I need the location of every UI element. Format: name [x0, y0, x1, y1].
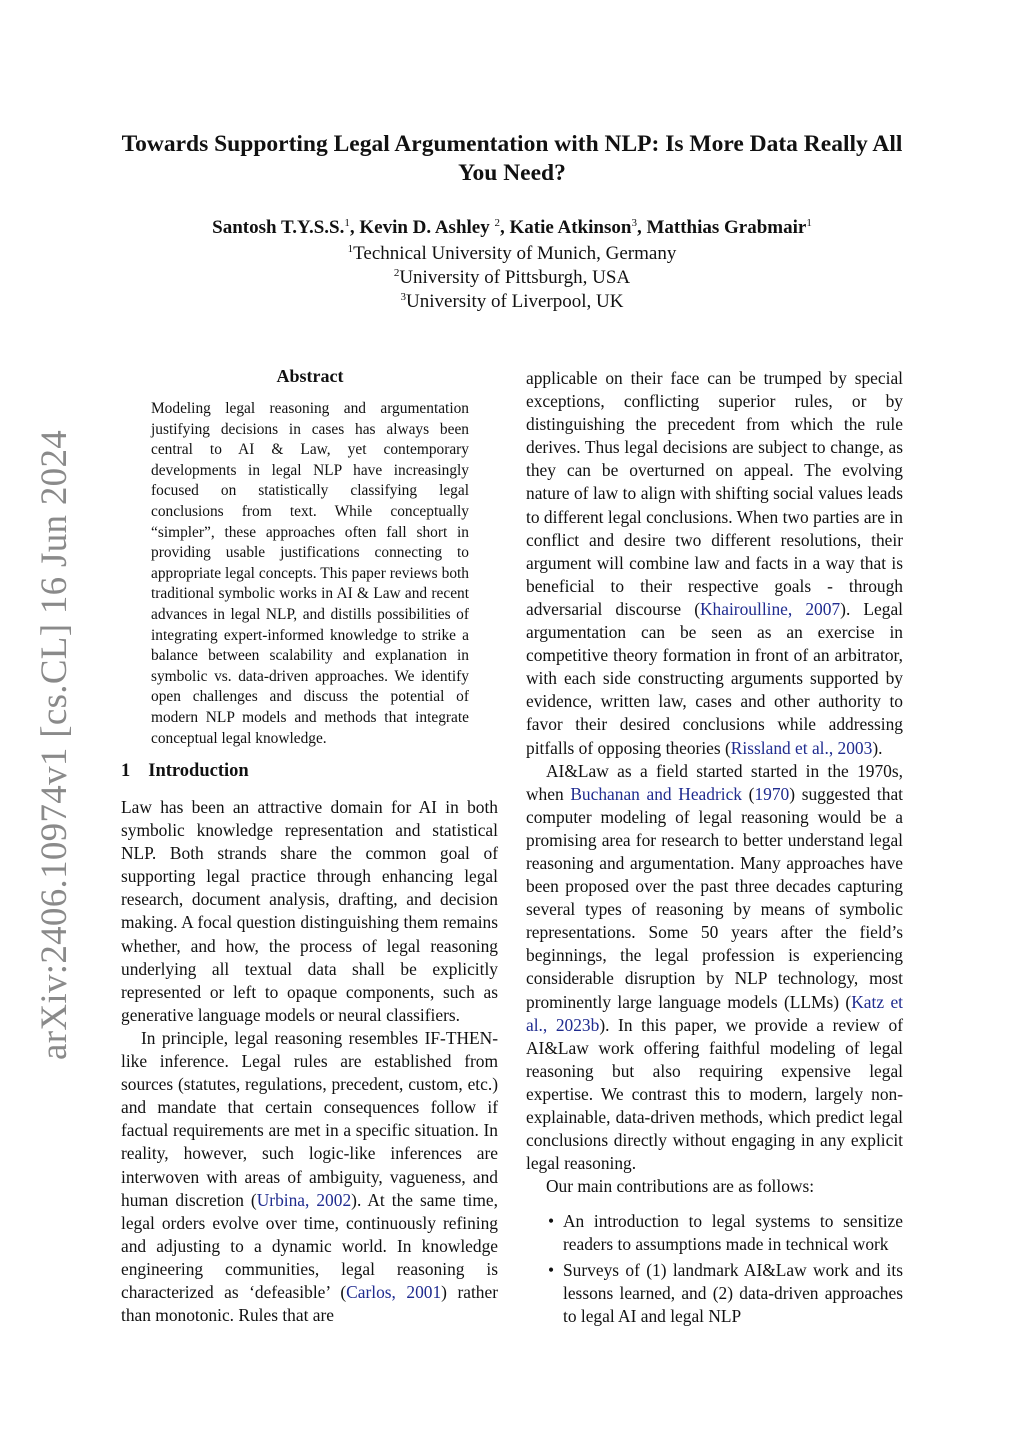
author-affiliation-mark: 1: [344, 217, 350, 229]
intro-paragraph: Our main contributions are as follows:: [546, 1176, 815, 1197]
author-name: Kevin D. Ashley: [359, 217, 495, 238]
citation-link[interactable]: Buchanan and Headrick: [570, 783, 743, 804]
author-name: Katie Atkinson: [509, 217, 632, 238]
author-affiliation-mark: 2: [494, 217, 500, 229]
author-name: Santosh T.Y.S.S.: [212, 217, 345, 238]
paragraph-text: applicable on their face can be trumped by special exceptions, conflicting superior rules, or by distinguishing the precedent from which the rule derives. Thus legal decisions are subject to change, as they can be overturned on appeal. The evolving nature of law to align with shifting social values leads to different legal conclusions. When two parties are in conflict and desire two different resolutions, their argument will combine law and facts in a way that is beneficial to their respective goals - through adversarial discourse (: [526, 368, 903, 619]
paper-title: Towards Supporting Legal Argumentation with NLP: Is More Data Really All You Need?: [121, 131, 903, 186]
bullet-icon: •: [548, 1211, 555, 1232]
affiliation-name: University of Liverpool, UK: [406, 291, 624, 312]
intro-paragraph: [121, 1027, 498, 1327]
author-affiliation-mark: 3: [631, 217, 637, 229]
citation-year-link[interactable]: 1970: [754, 783, 790, 804]
author-affiliation-mark: 1: [806, 217, 812, 229]
paragraph-text: ). Legal argumentation can be seen as an exercise in competitive theory formation in front of an arbitrator, with each side constructing arguments supported by evidence, written law, cases and other authority to favor their desired conclusions while addressing pitfalls of opposing theories (: [526, 598, 904, 758]
intro-paragraph: [526, 367, 903, 760]
arxiv-identifier: arXiv:2406.10974v1 [cs.CL] 16 Jun 2024: [34, 429, 75, 1060]
paragraph-text: ). In this paper, we provide a review of AI&Law work offering faithful modeling of legal reasoning but also requiring expensive legal expertise. We contrast this to modern, largely non-explainable, data-driven methods, which predict legal conclusions directly without engaging in any explicit legal reasoning.: [526, 1014, 903, 1174]
affiliation-name: University of Pittsburgh, USA: [399, 267, 631, 288]
paragraph-text: suggested that computer modeling of legal reasoning would be a promising area for research to better understand legal reasoning and argumentation. Many approaches have been proposed over the past three decades capturing several types of reasoning by means of symbolic representations. Some 50 years after the field’s beginnings, the legal profession is experiencing considerable disruption by NLP technology, most prominently large language models (LLMs) (: [526, 783, 904, 1012]
list-item-text: Surveys of (1) landmark AI&Law work and its lessons learned, and (2) data-driven approaches to legal AI and legal NLP: [563, 1259, 903, 1326]
list-item: [526, 1210, 903, 1256]
author-separator: ,: [349, 217, 360, 238]
section-number: 1: [121, 761, 131, 781]
list-item-text: An introduction to legal systems to sensitize readers to assumptions made in technical work: [563, 1211, 903, 1255]
intro-paragraph: Law has been an attractive domain for AI in both symbolic knowledge representation and statistical NLP. Both strands share the common goal of supporting legal practice through enhancing legal research, document analysis, drafting, and decision making. A focal question distinguishing them remains whether, and how, the process of legal reasoning underlying all textual data shall be explicitly represented or left to opaque components, such as generative language models or neural classifiers.: [121, 797, 498, 1025]
citation-link[interactable]: Urbina, 2002: [256, 1189, 352, 1210]
list-item: [526, 1259, 903, 1328]
author-separator: ,: [499, 217, 510, 238]
section-heading: [121, 761, 249, 782]
affiliation-mark: 2: [393, 267, 400, 279]
section-title: Introduction: [148, 761, 249, 781]
paragraph-text: ).: [872, 737, 883, 758]
citation-link[interactable]: Rissland et al., 2003: [730, 737, 873, 758]
author-name: Matthias Grabmair: [646, 217, 807, 238]
affiliation: [110, 290, 914, 314]
affiliation-list: [110, 242, 914, 314]
intro-paragraph: AI&Law as a field started started in the 1970s, when Buchanan and Headrick (1970) suggested that computer modeling of legal reasoning would be a promising area for research to better understand legal reasoning and argumentation. Many approaches have been proposed over the past three decades capturing several types of reasoning by means of symbolic representations. Some 50 years after the field’s beginnings, the legal profession is experiencing considerable disruption by NLP technology, most prominently large language models (LLMs) (Katz et al., 2023b). In this paper, we provide a review of AI&Law work offering faithful modeling of legal reasoning but also requiring expensive legal expertise. We contrast this to modern, largely non-explainable, data-driven methods, which predict legal conclusions directly without engaging in any explicit legal reasoning.: [526, 760, 904, 1174]
paragraph-text: ). At the same time, legal orders evolve over time, continuously refining and adjusting to a dynamic world. In knowledge engineering communities, legal reasoning is characterized as ‘defeasible’ (: [121, 1189, 498, 1302]
author-separator: ,: [636, 217, 647, 238]
paragraph-text: AI&Law as a field started started in the 1970s, when: [526, 760, 903, 804]
left-column: [121, 796, 498, 1327]
citation-link[interactable]: Khairoulline, 2007: [700, 598, 841, 619]
right-column: [526, 367, 903, 1330]
affiliation-mark: 3: [400, 291, 407, 303]
affiliation: [110, 266, 914, 290]
paragraph-text: In principle, legal reasoning resembles IF-THEN-like inference. Legal rules are established from sources (statutes, regulations, precedent, custom, etc.) and mandate that certain consequences follow if factual requirements are met in a specific situation. In reality, however, such logic-like inferences are interwoven with areas of ambiguity, vagueness, and human discretion (: [121, 1027, 498, 1210]
affiliation-name: Technical University of Munich, Germany: [353, 243, 677, 264]
abstract-heading: Abstract: [276, 366, 344, 386]
abstract-body: Modeling legal reasoning and argumentation justifying decisions in cases has always been central to AI & Law, yet contemporary developments in legal NLP have increasingly focused on statistically classifying legal conclusions from text. While conceptually “simpler”, these approaches often fall short in providing usable justifications connecting to appropriate legal concepts. This paper reviews both traditional symbolic works in AI & Law and recent advances in legal NLP, and distills possibilities of integrating expert-informed knowledge to strike a balance between scalability and explanation in symbolic vs. data-driven approaches. We identify open challenges and discuss the potential of modern NLP models and methods that integrate conceptual legal knowledge.: [151, 400, 469, 747]
affiliation-mark: 1: [347, 243, 354, 255]
author-list: [110, 215, 914, 240]
citation-link[interactable]: Katz et al., 2023b: [526, 991, 903, 1035]
affiliation: [110, 242, 914, 266]
contributions-list: [526, 1210, 903, 1327]
paragraph-text: ) rather than monotonic. Rules that are: [121, 1281, 498, 1326]
bullet-icon: •: [548, 1259, 555, 1280]
citation-link[interactable]: Carlos, 2001: [346, 1281, 442, 1302]
